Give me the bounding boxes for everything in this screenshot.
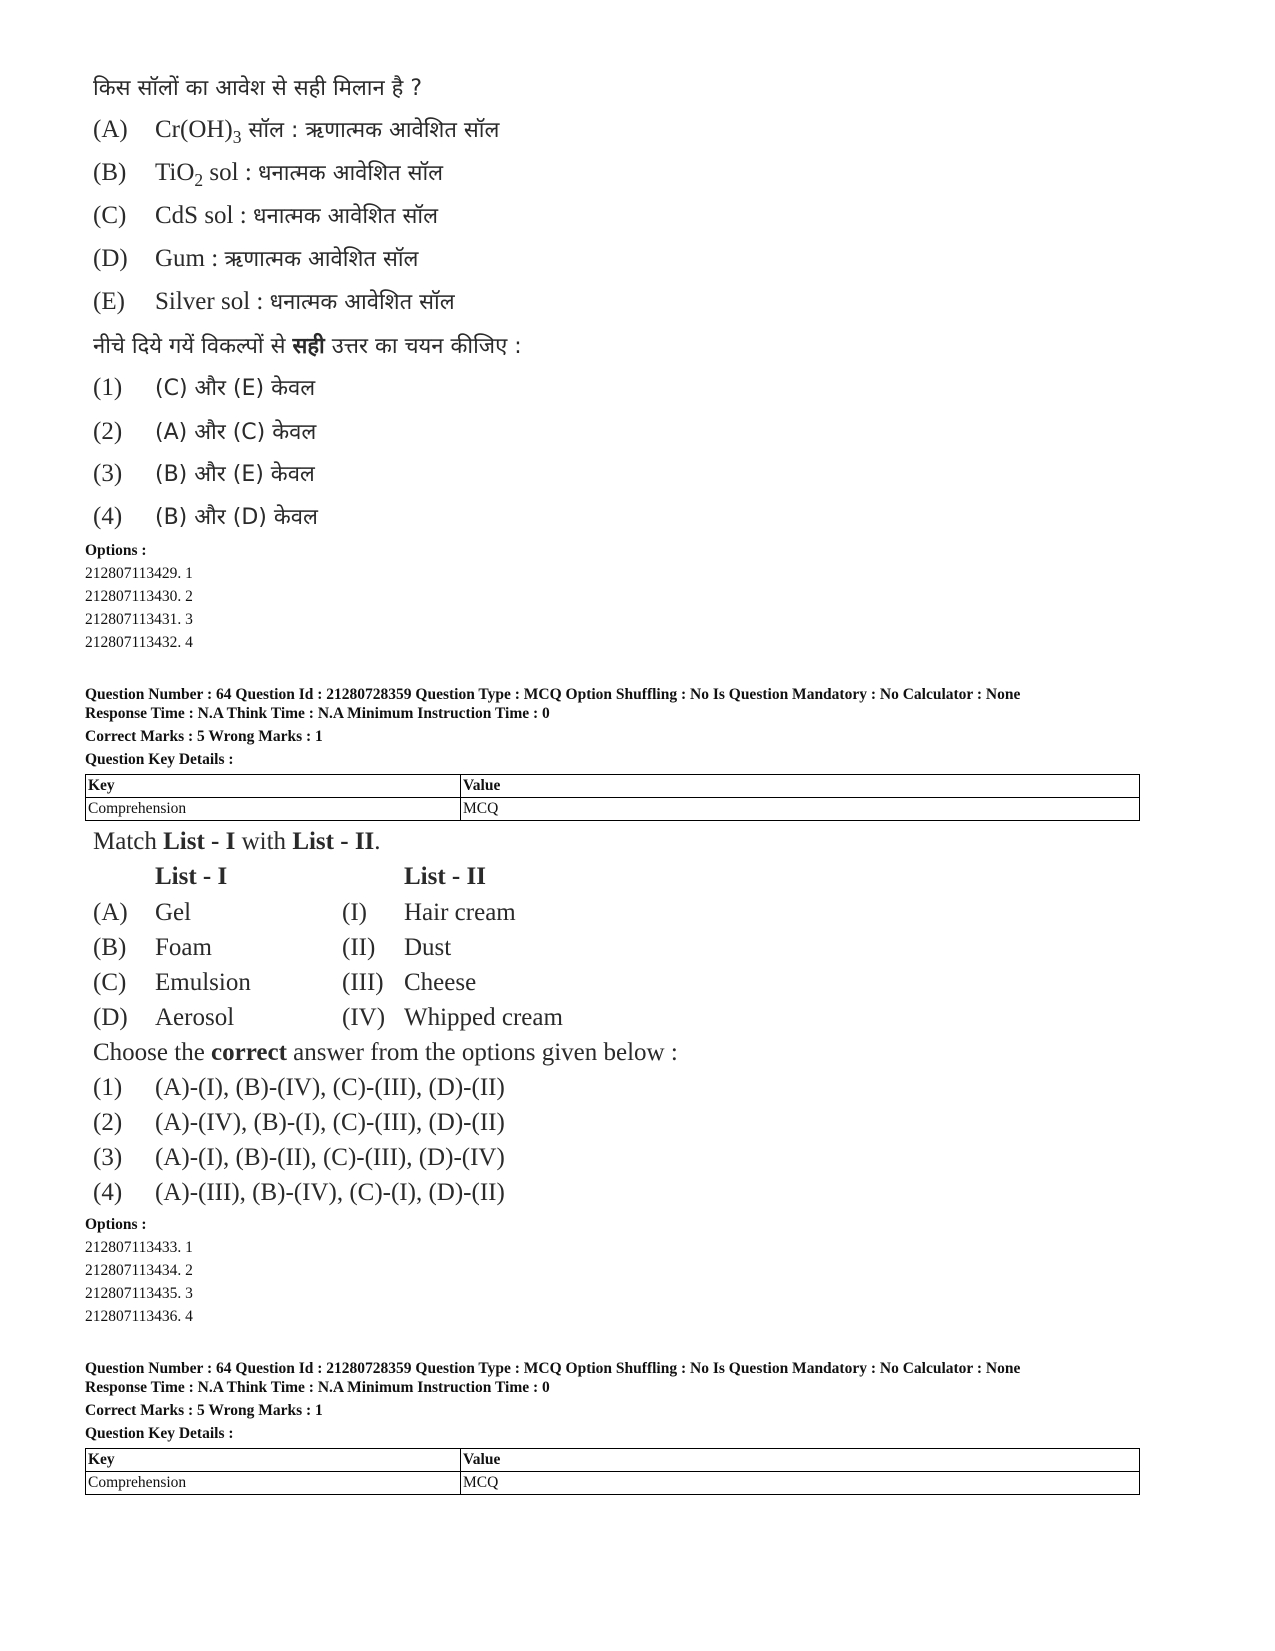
table-cell-value: MCQ (461, 1472, 1140, 1495)
question-meta-line: Question Number : 64 Question Id : 21280728359 Question Type : MCQ Option Shuffling : No Is Question Mandatory : No Calculator : None (85, 1360, 1021, 1377)
key-value-table (85, 774, 1140, 821)
list2-item: Hair cream (404, 899, 516, 926)
choice-text: (A)-(III), (B)-(IV), (C)-(I), (D)-(II) (155, 1179, 505, 1206)
question-meta-line: Response Time : N.A Think Time : N.A Minimum Instruction Time : 0 (85, 705, 550, 722)
choice-number: (2) (93, 418, 123, 445)
statement-label: (D) (93, 245, 128, 272)
choice-text: (B) और (E) केवल (155, 462, 315, 487)
statement-text: $Cr(OH)_3$ सॉल : ऋणात्मक आवेशित सॉल (155, 116, 500, 148)
list1-label: (A) (93, 899, 128, 926)
table-header-key: Key (86, 1449, 461, 1472)
q63-instruction: नीचे दिये गयें विकल्पों से सही उत्तर का चयन कीजिए : (93, 334, 522, 359)
table-cell-key: Comprehension (86, 1472, 461, 1495)
choice-text: (A)-(I), (B)-(IV), (C)-(III), (D)-(II) (155, 1074, 505, 1101)
list1-item: Gel (155, 899, 192, 926)
marks-line: Correct Marks : 5 Wrong Marks : 1 (85, 1402, 323, 1419)
choice-text: (A)-(IV), (B)-(I), (C)-(III), (D)-(II) (155, 1109, 505, 1136)
choice-number: (3) (93, 460, 123, 487)
option-id: 212807113436. 4 (85, 1308, 193, 1325)
list1-header: List - I (155, 863, 228, 890)
marks-line: Correct Marks : 5 Wrong Marks : 1 (85, 728, 323, 745)
option-id: 212807113433. 1 (85, 1239, 193, 1256)
option-id: 212807113429. 1 (85, 565, 193, 582)
choice-number: (1) (93, 374, 123, 401)
options-label: Options : (85, 1216, 147, 1233)
choice-text: (A)-(I), (B)-(II), (C)-(III), (D)-(IV) (155, 1144, 505, 1171)
list1-label: (D) (93, 1004, 128, 1031)
list2-item: Cheese (404, 969, 477, 996)
key-details-label: Question Key Details : (85, 1425, 234, 1442)
statement-label: (A) (93, 116, 128, 143)
option-id: 212807113432. 4 (85, 634, 193, 651)
options-label: Options : (85, 542, 147, 559)
choice-number: (4) (93, 503, 123, 530)
option-id: 212807113430. 2 (85, 588, 193, 605)
choice-number: (1) (93, 1074, 123, 1101)
list1-item: Aerosol (155, 1004, 235, 1031)
statement-label: (B) (93, 159, 127, 186)
q64-prompt: Match List - I with List - II. (93, 828, 381, 855)
table-header-value: Value (461, 775, 1140, 798)
choice-number: (4) (93, 1179, 123, 1206)
question-meta-line: Question Number : 64 Question Id : 21280728359 Question Type : MCQ Option Shuffling : No Is Question Mandatory : No Calculator : None (85, 686, 1021, 703)
list1-label: (C) (93, 969, 127, 996)
statement-label: (C) (93, 202, 127, 229)
choice-text: (C) और (E) केवल (155, 376, 316, 401)
list2-header: List - II (404, 863, 486, 890)
question-meta-line: Response Time : N.A Think Time : N.A Minimum Instruction Time : 0 (85, 1379, 550, 1396)
choice-number: (2) (93, 1109, 123, 1136)
list2-label: (III) (342, 969, 384, 996)
statement-text: Gum : ऋणात्मक आवेशित सॉल (155, 245, 419, 272)
list2-item: Whipped cream (404, 1004, 563, 1031)
list2-item: Dust (404, 934, 452, 961)
list1-item: Emulsion (155, 969, 251, 996)
option-id: 212807113434. 2 (85, 1262, 193, 1279)
table-header-key: Key (86, 775, 461, 798)
list1-item: Foam (155, 934, 212, 961)
statement-text: CdS sol : धनात्मक आवेशित सॉल (155, 202, 439, 229)
q63-question: किस सॉलों का आवेश से सही मिलान है ? (93, 76, 423, 101)
table-cell-value: MCQ (461, 798, 1140, 821)
table-cell-key: Comprehension (86, 798, 461, 821)
key-details-label: Question Key Details : (85, 751, 234, 768)
choice-text: (A) और (C) केवल (155, 420, 317, 445)
list2-label: (IV) (342, 1004, 386, 1031)
choice-number: (3) (93, 1144, 123, 1171)
option-id: 212807113435. 3 (85, 1285, 193, 1302)
list1-label: (B) (93, 934, 127, 961)
list2-label: (II) (342, 934, 376, 961)
table-header-value: Value (461, 1449, 1140, 1472)
choice-text: (B) और (D) केवल (155, 505, 318, 530)
statement-label: (E) (93, 288, 125, 315)
key-value-table (85, 1448, 1140, 1495)
statement-text: TiO$_2$ sol : धनात्मक आवेशित सॉल (155, 159, 444, 191)
list2-label: (I) (342, 899, 367, 926)
option-id: 212807113431. 3 (85, 611, 193, 628)
q64-instruction: Choose the correct answer from the options given below : (93, 1039, 678, 1066)
statement-text: Silver sol : धनात्मक आवेशित सॉल (155, 288, 455, 315)
